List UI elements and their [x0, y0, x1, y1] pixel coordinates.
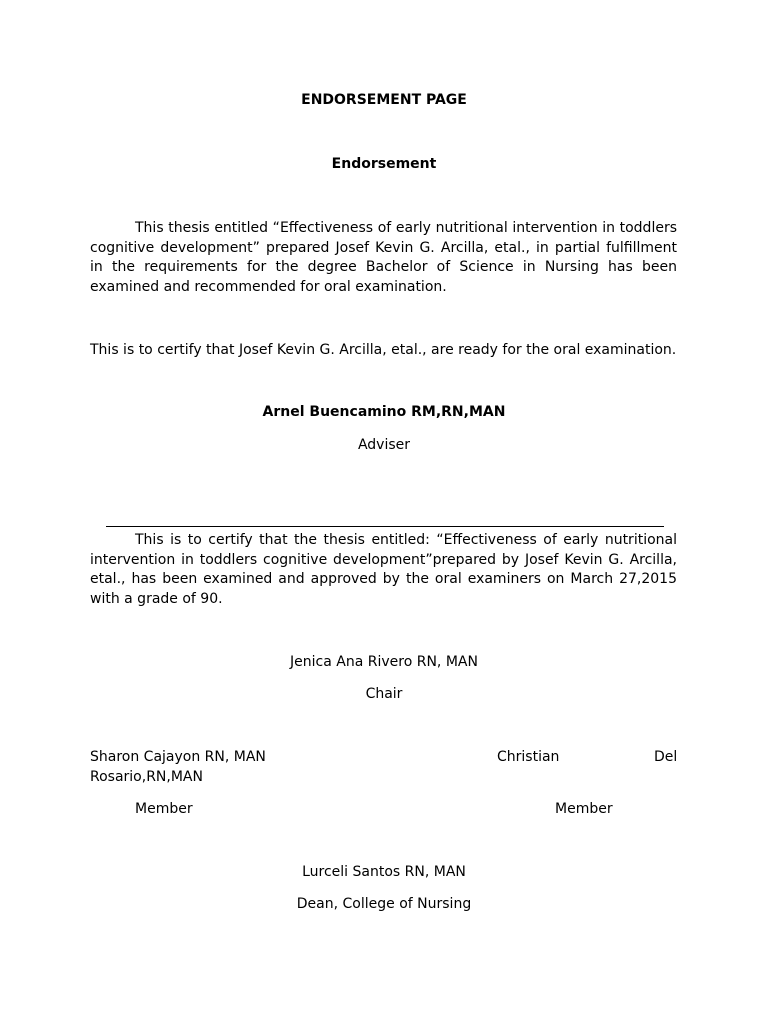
member1-role: Member — [135, 801, 193, 817]
dean-name: Lurceli Santos RN, MAN — [302, 864, 466, 880]
adviser-role: Adviser — [357, 437, 411, 453]
adviser-name: Arnel Buencamino RM,RN,MAN — [262, 404, 506, 420]
section-title: Endorsement — [331, 156, 437, 172]
member2-role: Member — [555, 801, 613, 817]
member2-name-last: Rosario,RN,MAN — [90, 769, 203, 785]
approval-paragraph: This is to certify that the thesis entitled: “Effectiveness of early nutritional intervention in toddlers cognitive development”prepared by Josef Kevin G. Arcilla, etal., has been examined and approved by the oral examiners on March 27,2015 with a grade of 90. — [90, 532, 677, 607]
endorsement-paragraph: This thesis entitled “Effectiveness of early nutritional intervention in toddlers cognitive development” prepared Josef Kevin G. Arcilla, etal., in partial fulfillment in the requirements for the degree Bachelor of Science in Nursing has been examined and recommended for oral examination. — [90, 220, 677, 295]
chair-name: Jenica Ana Rivero RN, MAN — [290, 654, 478, 670]
member2-name-first: Christian — [497, 749, 560, 765]
member1-name: Sharon Cajayon RN, MAN — [90, 749, 266, 765]
member2-name-middle: Del — [654, 749, 678, 765]
chair-role: Chair — [365, 686, 403, 702]
dean-role: Dean, College of Nursing — [296, 896, 472, 912]
page-title: ENDORSEMENT PAGE — [301, 92, 467, 108]
certify-statement: This is to certify that Josef Kevin G. Arcilla, etal., are ready for the oral examination. — [90, 342, 677, 358]
signature-line — [106, 526, 664, 527]
